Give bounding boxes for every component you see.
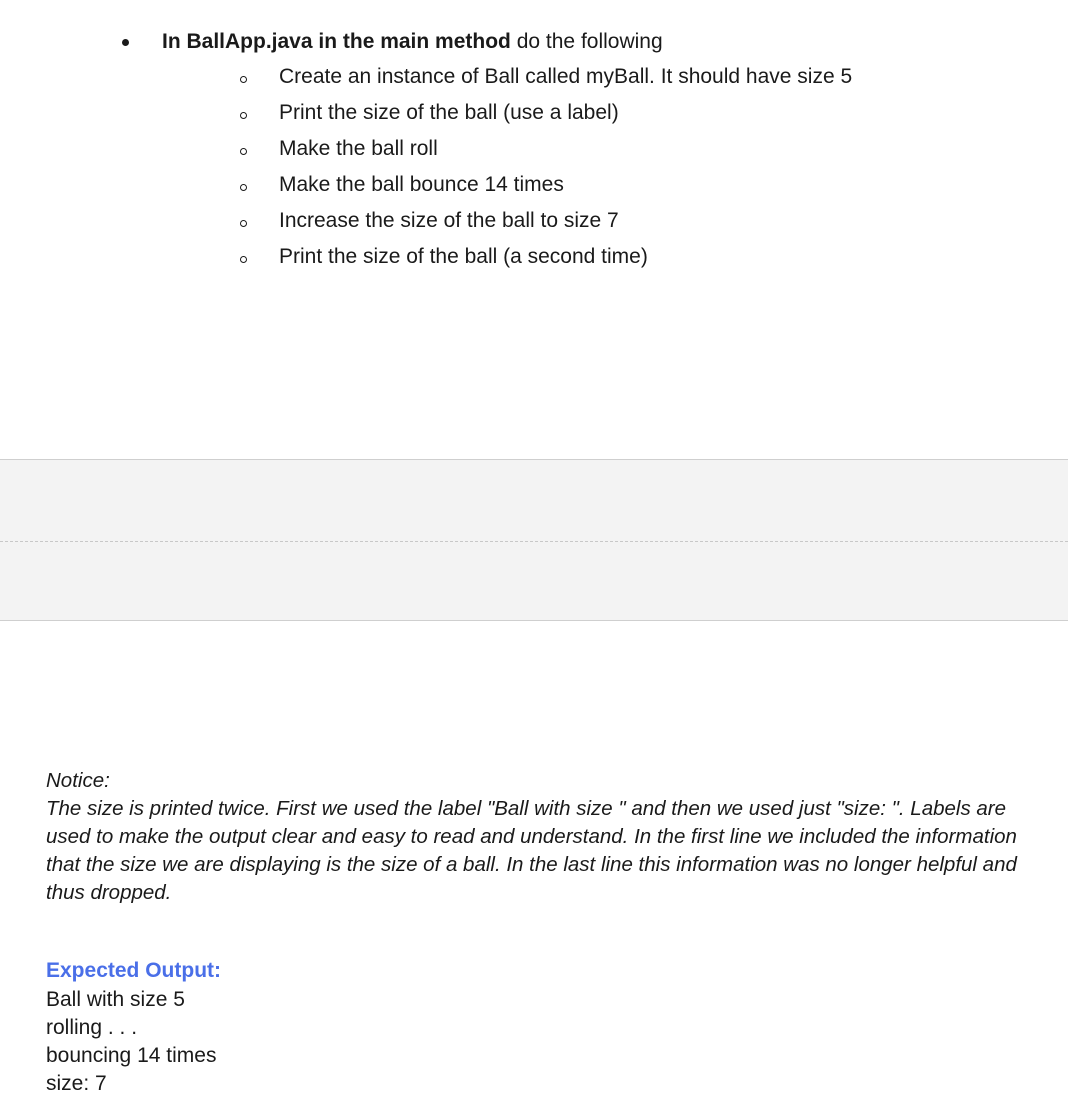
dashed-divider [0,541,1068,542]
main-instruction [0,26,1068,58]
step-text: Make the ball roll [279,137,438,160]
circle-bullet-icon [240,220,247,227]
step-text: Print the size of the ball (a second time) [279,245,648,268]
circle-bullet-icon [240,184,247,191]
notice-section [46,767,1056,907]
notice-body: The size is printed twice. First we used the label "Ball with size " and then we used just "size: ". Labels are used to make the output clear and easy to read and understand. In the first line we included the information that the size we are displaying is the size of a ball. In the last line this information was no longer helpful and thus dropped. [46,797,1017,904]
step-text: Print the size of the ball (use a label) [279,101,619,124]
step-text: Increase the size of the ball to size 7 [279,209,619,232]
expected-output-section [46,956,1046,1098]
circle-bullet-icon [240,256,247,263]
step-item [0,60,1068,94]
output-line: size: 7 [46,1072,107,1095]
step-item [0,204,1068,238]
circle-bullet-icon [240,112,247,119]
step-list [0,60,1068,274]
step-text: Make the ball bounce 14 times [279,173,564,196]
output-line: Ball with size 5 [46,988,185,1011]
step-item [0,96,1068,130]
expected-output-heading: Expected Output: [46,959,222,982]
instructions-section [0,26,1068,274]
empty-panel [0,459,1068,621]
output-line: bouncing 14 times [46,1044,217,1067]
circle-bullet-icon [240,76,247,83]
step-item [0,132,1068,166]
main-instruction-bold: In BallApp.java in the main method [162,30,511,53]
step-text: Create an instance of Ball called myBall. It should have size 5 [279,65,853,88]
notice-title: Notice: [46,769,110,792]
step-item [0,168,1068,202]
bullet-icon [122,39,129,46]
circle-bullet-icon [240,148,247,155]
output-line: rolling . . . [46,1016,138,1039]
step-item [0,240,1068,274]
main-instruction-rest: do the following [510,30,663,53]
